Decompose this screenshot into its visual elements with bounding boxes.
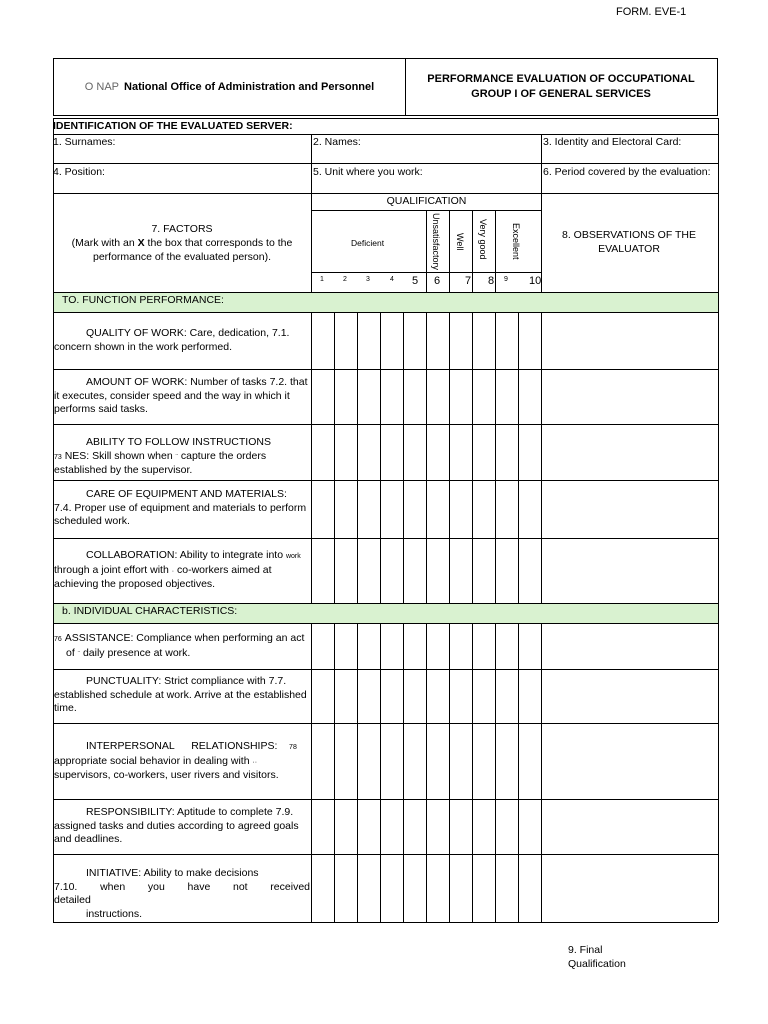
scale-2: 2 [343, 276, 347, 283]
factor-punctuality: PUNCTUALITY: Strict compliance with 7.7. established schedule at work. Arrive at the established time. [54, 675, 307, 714]
factor-follow-instructions: ABILITY TO FOLLOW INSTRUCTIONS 73 NES: Skill shown when ¨ capture the orders established by the supervisor. [54, 436, 271, 476]
factor-collaboration: COLLABORATION: Ability to integrate into work through a joint effort with · co-workers aimed at achieving the proposed objectives. [54, 549, 301, 590]
deficient-label: Deficient [351, 238, 385, 248]
unsatisfactory-label: Unsatisfactory [431, 213, 441, 271]
form-code: FORM. EVE-1 [616, 6, 687, 18]
qualification-title: QUALIFICATION [386, 195, 467, 207]
names-field[interactable]: 2. Names: [313, 136, 361, 148]
factors-instruction: (Mark with an X the box that corresponds to the performance of the evaluated person). [71, 237, 293, 263]
form-title: PERFORMANCE EVALUATION OF OCCUPATIONAL GROUP I OF GENERAL SERVICES [427, 73, 695, 100]
factor-amount-of-work: AMOUNT OF WORK: Number of tasks 7.2. that it executes, consider speed and the way in which it performs said tasks. [54, 376, 308, 415]
factor-initiative: INITIATIVE: Ability to make decisions 7.10. when you have not received detailed instructions. [54, 867, 310, 920]
excellent-label: Excellent [511, 223, 521, 260]
observations-header: 8. OBSERVATIONS OF THE EVALUATOR [561, 229, 696, 255]
scale-9: 9 [504, 276, 508, 283]
office-cell [54, 59, 406, 115]
brand-logo: O NAP [84, 81, 120, 93]
header-box [53, 58, 718, 116]
office-name: National Office of Administration and Personnel [124, 81, 375, 93]
unit-field[interactable]: 5. Unit where you work: [313, 166, 423, 178]
scale-5: 5 [412, 275, 419, 287]
identification-heading: IDENTIFICATION OF THE EVALUATED SERVER: [53, 120, 293, 132]
scale-3: 3 [366, 276, 370, 283]
factor-interpersonal: INTERPERSONAL RELATIONSHIPS: 78 appropriate social behavior in dealing with ·· supervisors, co-workers, user rivers and visitors. [54, 740, 297, 781]
factor-assistance: 76 ASSISTANCE: Compliance when performing an act of ¨ daily presence at work. [54, 632, 305, 659]
surnames-field[interactable]: 1. Surnames: [53, 136, 116, 148]
final-qualification: 9. Final Qualification [568, 944, 626, 970]
factor-care-of-equipment: CARE OF EQUIPMENT AND MATERIALS: 7.4. Proper use of equipment and materials to perform scheduled work. [54, 488, 307, 527]
very-good-label: Very good [478, 219, 488, 260]
scale-10: 10 [529, 275, 542, 287]
factors-header [60, 222, 304, 264]
factors-title: 7. FACTORS [151, 223, 213, 235]
factor-responsibility: RESPONSIBILITY: Aptitude to complete 7.9. assigned tasks and duties according to agreed goals and deadlines. [54, 806, 299, 845]
scale-8: 8 [488, 275, 495, 287]
period-field[interactable]: 6. Period covered by the evaluation: [543, 166, 711, 178]
scale-7: 7 [465, 275, 472, 287]
scale-6: 6 [434, 275, 441, 287]
well-label: Well [455, 233, 465, 251]
scale-4: 4 [390, 276, 394, 283]
section-a-label: TO. FUNCTION PERFORMANCE: [62, 294, 224, 306]
factor-quality-of-work: QUALITY OF WORK: Care, dedication, 7.1. concern shown in the work performed. [54, 327, 290, 353]
scale-1: 1 [320, 276, 324, 283]
position-field[interactable]: 4. Position: [53, 166, 105, 178]
section-b-label: b. INDIVIDUAL CHARACTERISTICS: [62, 605, 238, 617]
identity-field[interactable]: 3. Identity and Electoral Card: [543, 136, 682, 148]
